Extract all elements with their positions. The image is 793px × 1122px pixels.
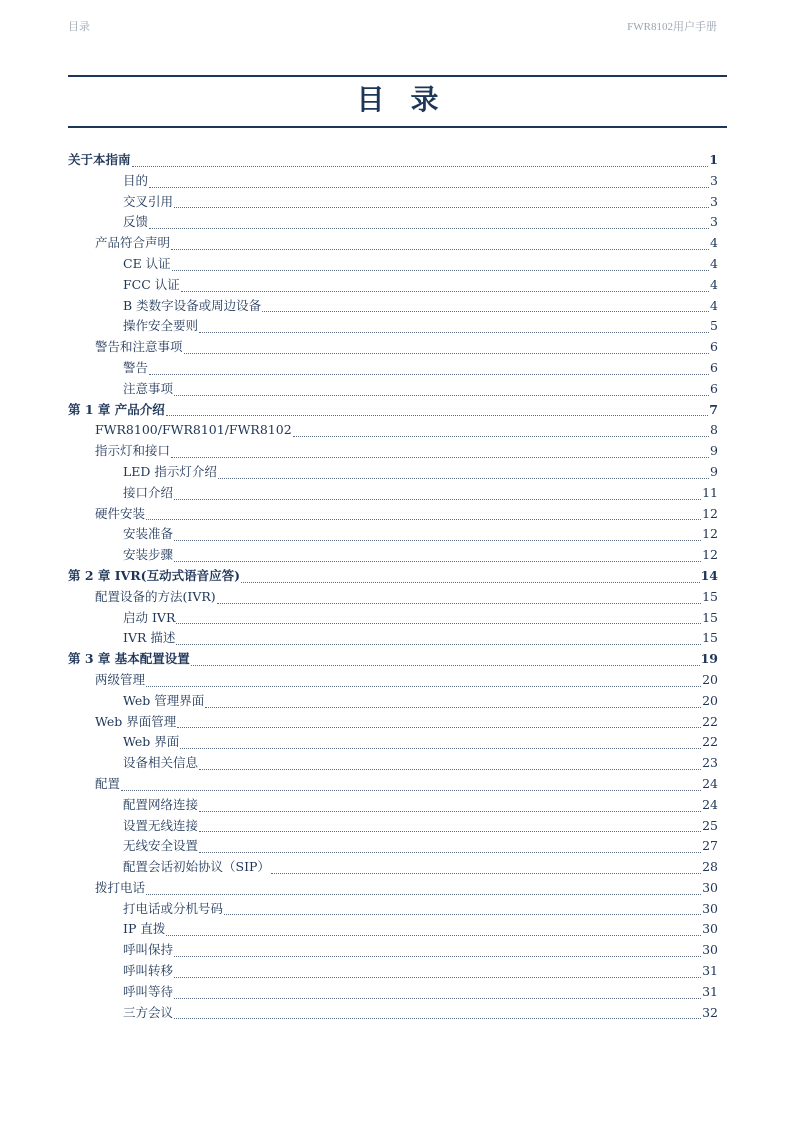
toc-entry-page: 15 [702,588,718,604]
toc-entry-page: 23 [702,755,718,771]
toc-entry-page: 6 [710,380,718,396]
toc-entry[interactable] [68,649,718,670]
toc-entry-label: 指示灯和接口 [95,443,171,459]
toc-dot-leader [121,776,701,791]
toc-entry-page: 3 [710,172,718,188]
toc-entry-label: 关于本指南 [68,152,131,167]
toc-entry-label: 启动 IVR [123,609,176,625]
toc-entry-page: 25 [702,817,718,833]
toc-dot-leader [199,318,709,333]
toc-entry[interactable] [68,774,718,795]
toc-entry[interactable] [68,462,718,483]
toc-entry-label: 接口介绍 [123,484,174,500]
toc-entry-page: 30 [702,942,718,958]
toc-entry[interactable] [68,753,718,774]
toc-entry-page: 9 [710,463,718,479]
toc-entry-page: 24 [702,796,718,812]
toc-entry[interactable] [68,691,718,712]
toc-entry-label: 第 2 章 IVR(互动式语音应答) [68,567,241,583]
toc-dot-leader [146,880,701,895]
toc-entry-label: 交叉引用 [123,193,174,209]
toc-entry-page: 31 [702,983,718,999]
toc-entry-page: 32 [702,1004,718,1020]
toc-dot-leader [199,755,701,770]
header-section-label: 目录 [68,21,90,33]
toc-entry[interactable] [68,483,718,504]
toc-entry-page: 8 [710,422,718,438]
toc-entry[interactable] [68,275,718,296]
toc-entry[interactable] [68,379,718,400]
toc-entry[interactable] [68,919,718,940]
toc-entry[interactable] [68,816,718,837]
toc-dot-leader [174,485,701,500]
toc-dot-leader [174,193,709,208]
toc-entry-label: 拨打电话 [95,879,146,895]
toc-dot-leader [218,464,709,479]
table-of-contents [68,150,718,1023]
toc-entry[interactable] [68,836,718,857]
toc-entry-label: 安装步骤 [123,547,174,563]
toc-dot-leader [174,942,701,957]
toc-entry[interactable] [68,441,718,462]
toc-entry[interactable] [68,628,718,649]
toc-dot-leader [149,173,709,188]
toc-dot-leader [171,443,709,458]
toc-entry-page: 11 [702,484,718,500]
toc-dot-leader [166,921,701,936]
toc-entry-page: 15 [702,609,718,625]
toc-entry-page: 30 [702,879,718,895]
toc-entry-page: 20 [702,692,718,708]
toc-entry[interactable] [68,337,718,358]
toc-entry-page: 27 [702,838,718,854]
toc-entry-label: 配置 [95,775,121,791]
toc-entry-page: 24 [702,775,718,791]
toc-dot-leader [146,672,701,687]
toc-entry-label: 第 1 章 产品介绍 [68,401,165,417]
toc-entry[interactable] [68,400,718,421]
toc-dot-leader [181,277,709,292]
toc-entry-label: 无线安全设置 [123,838,199,854]
toc-dot-leader [180,734,701,749]
toc-entry-page: 4 [710,255,718,271]
toc-entry-label: FWR8100/FWR8101/FWR8102 [95,422,292,438]
toc-entry[interactable] [68,795,718,816]
toc-entry-page: 19 [700,651,718,667]
toc-entry-page: 12 [702,526,718,542]
toc-dot-leader [174,984,701,999]
toc-entry-page: 7 [709,401,718,417]
toc-entry-page: 30 [702,921,718,937]
toc-dot-leader [174,963,701,978]
toc-entry-page: 12 [702,547,718,563]
toc-dot-leader [146,505,701,520]
toc-entry[interactable] [68,1003,718,1024]
toc-entry-page: 12 [702,505,718,521]
toc-dot-leader [184,339,710,354]
toc-dot-leader [174,526,701,541]
toc-entry[interactable] [68,608,718,629]
toc-entry[interactable] [68,296,718,317]
toc-dot-leader [199,817,701,832]
toc-dot-leader [166,401,709,416]
toc-entry[interactable] [68,358,718,379]
toc-entry[interactable] [68,670,718,691]
toc-entry-page: 3 [710,193,718,209]
toc-entry-label: Web 界面管理 [95,713,177,729]
toc-entry-label: 两级管理 [95,671,146,687]
toc-entry-label: 目的 [123,172,149,188]
toc-dot-leader [199,797,701,812]
toc-dot-leader [217,589,701,604]
toc-dot-leader [176,609,701,624]
toc-entry-page: 4 [710,297,718,313]
toc-entry-page: 31 [702,963,718,979]
toc-entry-page: 6 [710,359,718,375]
toc-entry-label: 警告 [123,359,149,375]
toc-entry-page: 20 [702,671,718,687]
toc-dot-leader [293,422,709,437]
toc-dot-leader [174,547,701,562]
toc-dot-leader [149,214,709,229]
toc-dot-leader [174,1004,701,1019]
toc-entry-label: IP 直拨 [123,921,166,937]
toc-dot-leader [171,235,709,250]
header-manual-title: FWR8102用户手册 [627,21,717,33]
toc-entry-page: 6 [710,339,718,355]
toc-entry[interactable] [68,732,718,753]
toc-entry-label: 硬件安装 [95,505,146,521]
toc-entry[interactable] [68,254,718,275]
toc-entry[interactable] [68,857,718,878]
toc-entry-page: 4 [710,235,718,251]
toc-entry-label: 安装准备 [123,526,174,542]
toc-dot-leader [271,859,701,874]
toc-entry[interactable] [68,961,718,982]
toc-entry-label: 配置会话初始协议（SIP） [123,859,270,875]
toc-entry-page: 4 [710,276,718,292]
toc-entry-label: LED 指示灯介绍 [123,463,217,479]
toc-entry-page: 1 [709,152,718,167]
toc-entry[interactable] [68,587,718,608]
toc-entry-page: 22 [702,713,718,729]
toc-entry-label: 打电话或分机号码 [123,900,224,916]
toc-entry-label: B 类数字设备或周边设备 [123,297,262,313]
toc-entry-label: CE 认证 [123,255,171,271]
toc-entry-label: 第 3 章 基本配置设置 [68,651,190,667]
toc-entry[interactable] [68,233,718,254]
toc-entry-page: 28 [702,859,718,875]
toc-entry-label: 产品符合声明 [95,235,171,251]
toc-entry-label: 操作安全要则 [123,318,199,334]
toc-entry[interactable] [68,171,718,192]
toc-entry-page: 15 [702,630,718,646]
toc-entry[interactable] [68,899,718,920]
toc-entry-page: 9 [710,443,718,459]
toc-entry-label: Web 界面 [123,734,180,750]
toc-entry-label: FCC 认证 [123,276,180,292]
toc-entry-label: 注意事项 [123,380,174,396]
toc-entry-label: 呼叫转移 [123,963,174,979]
toc-entry-label: 配置网络连接 [123,796,199,812]
toc-entry[interactable] [68,878,718,899]
toc-entry-page: 5 [710,318,718,334]
toc-dot-leader [224,900,701,915]
toc-entry-label: 设置无线连接 [123,817,199,833]
toc-entry[interactable] [68,212,718,233]
toc-dot-leader [176,630,701,645]
toc-dot-leader [132,152,709,167]
toc-entry-label: IVR 描述 [123,630,176,646]
toc-entry-page: 22 [702,734,718,750]
toc-entry-label: 警告和注意事项 [95,339,183,355]
toc-dot-leader [205,693,701,708]
toc-entry[interactable] [68,504,718,525]
toc-entry[interactable] [68,150,718,171]
toc-entry[interactable] [68,566,718,587]
title-bottom-rule [68,126,727,128]
toc-entry-label: 设备相关信息 [123,755,199,771]
toc-entry-label: 三方会议 [123,1004,174,1020]
toc-entry[interactable] [68,192,718,213]
toc-entry-label: Web 管理界面 [123,692,205,708]
toc-dot-leader [191,651,700,666]
toc-entry[interactable] [68,712,718,733]
toc-entry-page: 3 [710,214,718,230]
toc-dot-leader [177,713,701,728]
toc-entry-label: 配置设备的方法(IVR) [95,588,216,604]
title-top-rule [68,75,727,77]
toc-entry-label: 呼叫保持 [123,942,174,958]
toc-dot-leader [149,360,709,375]
toc-entry[interactable] [68,420,718,441]
toc-entry-page: 30 [702,900,718,916]
toc-dot-leader [199,838,701,853]
toc-dot-leader [172,256,709,271]
toc-entry[interactable] [68,545,718,566]
toc-entry[interactable] [68,524,718,545]
toc-entry-label: 呼叫等待 [123,983,174,999]
toc-entry[interactable] [68,316,718,337]
page-title: 目录 [356,83,465,116]
toc-entry[interactable] [68,940,718,961]
toc-entry[interactable] [68,982,718,1003]
toc-dot-leader [241,568,700,583]
toc-entry-label: 反馈 [123,214,149,230]
toc-dot-leader [262,297,709,312]
toc-dot-leader [174,381,709,396]
toc-entry-page: 14 [700,567,718,583]
